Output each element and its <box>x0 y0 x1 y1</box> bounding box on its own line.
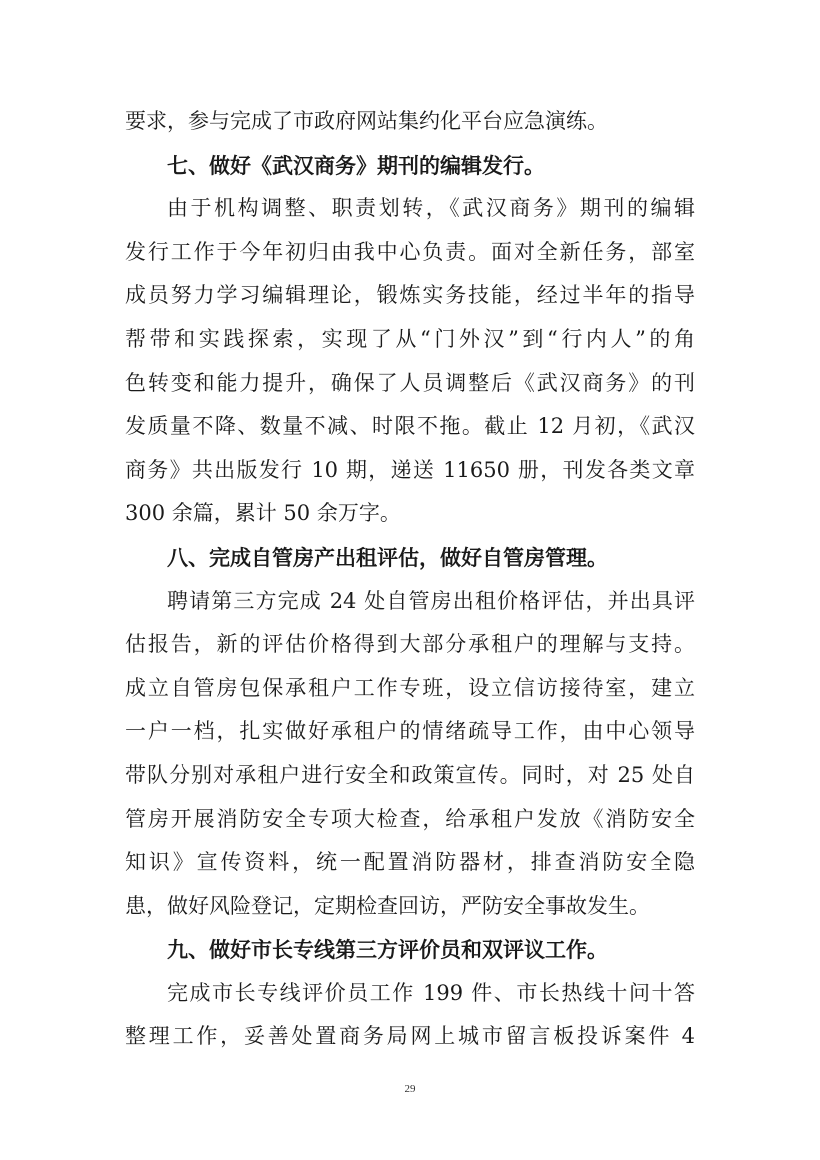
page-number: 29 <box>404 1083 416 1095</box>
section-heading: 八、完成自管房产出租评估，做好自管房管理。 <box>167 544 608 570</box>
text-line: 色转变和能力提升，确保了人员调整后《武汉商务》的刊 <box>125 370 695 395</box>
text-line: 带队分别对承租户进行安全和政策宣传。同时，对 25 处自 <box>125 762 695 787</box>
text-line: 聘请第三方完成 24 处自管房出租价格评估，并出具评 <box>167 588 695 613</box>
text-line: 帮带和实践探索，实现了从“门外汉”到“行内人”的角 <box>125 326 695 351</box>
text-line: 整理工作，妥善处置商务局网上城市留言板投诉案件 4 <box>125 1024 695 1049</box>
text-line: 一户一档，扎实做好承租户的情绪疏导工作，由中心领导 <box>125 719 695 744</box>
text-line: 商务》共出版发行 10 期，递送 11650 册，刊发各类文章 <box>125 457 695 482</box>
section-heading: 九、做好市长专线第三方评价员和双评议工作。 <box>167 937 608 963</box>
section-heading: 七、做好《武汉商务》期刊的编辑发行。 <box>167 152 545 178</box>
text-line: 成立自管房包保承租户工作专班，设立信访接待室，建立 <box>125 675 695 700</box>
text-line: 患，做好风险登记，定期检查回访，严防安全事故发生。 <box>125 893 650 918</box>
text-line: 由于机构调整、职责划转，《武汉商务》期刊的编辑 <box>167 196 695 221</box>
text-line: 完成市长专线评价员工作 199 件、市长热线十问十答 <box>167 980 695 1005</box>
text-line: 估报告，新的评估价格得到大部分承租户的理解与支持。 <box>125 632 695 657</box>
text-line: 发质量不降、数量不减、时限不拖。截止 12 月初，《武汉 <box>125 414 695 439</box>
text-line: 300 余篇，累计 50 余万字。 <box>125 501 401 526</box>
document-body <box>125 100 695 1059</box>
text-line: 知识》宣传资料，统一配置消防器材，排查消防安全隐 <box>125 850 695 875</box>
text-line: 成员努力学习编辑理论，锻炼实务技能，经过半年的指导 <box>125 283 695 308</box>
text-line: 发行工作于今年初归由我中心负责。面对全新任务，部室 <box>125 239 695 264</box>
text-line: 管房开展消防安全专项大检查，给承租户发放《消防安全 <box>125 806 695 831</box>
text-line: 要求，参与完成了市政府网站集约化平台应急演练。 <box>125 109 608 133</box>
